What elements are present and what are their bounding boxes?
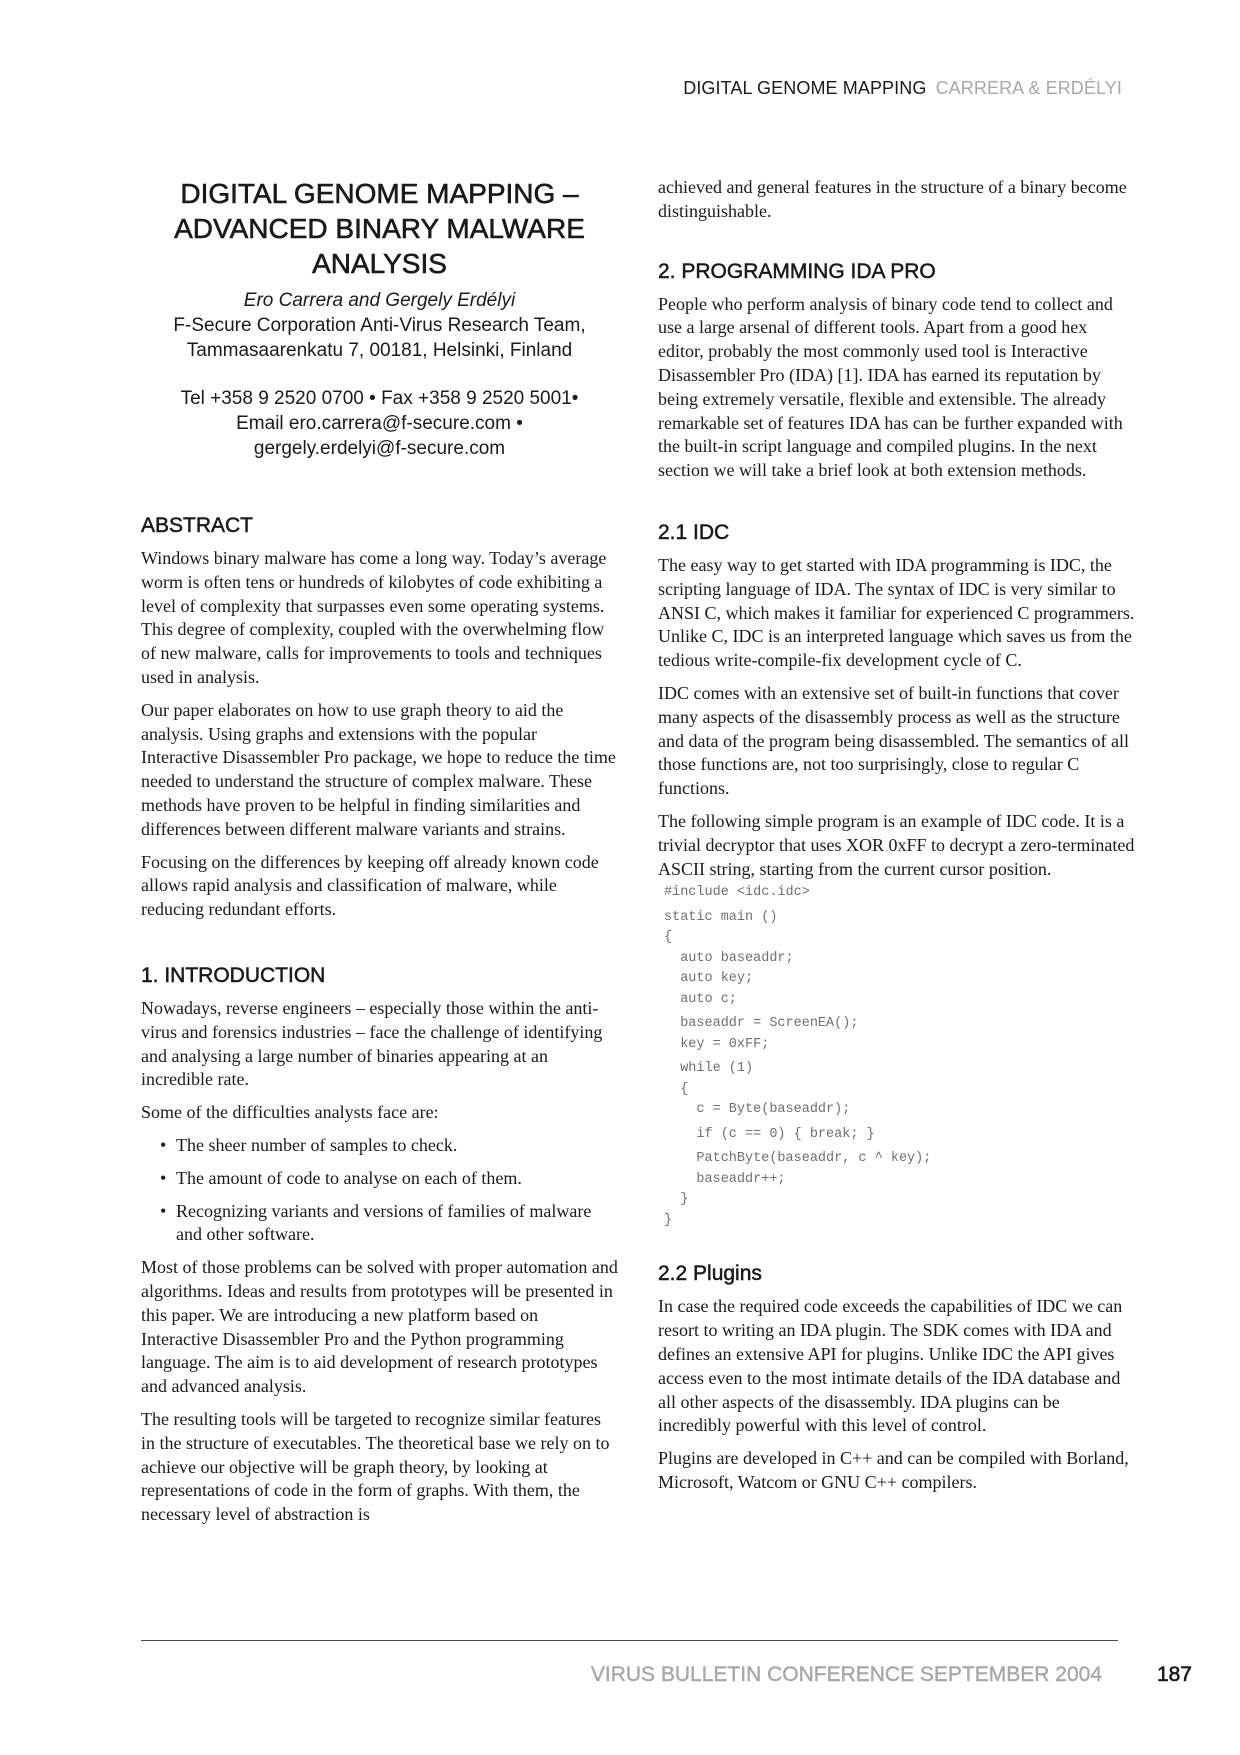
code-line: if (c == 0) { break; } — [664, 1126, 875, 1142]
code-line: baseaddr++; — [664, 1171, 786, 1187]
left-column — [141, 176, 618, 1536]
code-line: auto baseaddr; — [664, 950, 794, 966]
bullet-mark: • — [160, 1167, 167, 1188]
contact-block — [141, 386, 618, 461]
difficulties-list — [141, 1134, 618, 1247]
bullet-mark: • — [160, 1200, 167, 1221]
idc-paragraph: The following simple program is an example of IDC code. It is a trivial decryptor that uses XOR 0xFF to decrypt a zero-terminated ASCII string, starting from the current cursor position. — [658, 810, 1135, 879]
list-item — [141, 1167, 618, 1191]
introduction-paragraph: Some of the difficulties analysts face are: — [141, 1102, 439, 1123]
idc-paragraph: IDC comes with an extensive set of built-in functions that cover many aspects of the disassembly process as well as the structure and data of the program being disassembled. The semantics of all those functions are, not too surprisingly, close to regular C functions. — [658, 682, 1130, 799]
introduction-heading: 1. INTRODUCTION — [141, 963, 326, 987]
abstract-paragraph: Our paper elaborates on how to use graph theory to aid the analysis. Using graphs and extensions with the popular Interactive Disassembler Pro package, we hope to reduce the time needed to understand the structure of complex malware. These methods have proven to be helpful in finding similarities and differences between different malware variants and strains. — [141, 699, 616, 839]
code-line: auto key; — [664, 971, 754, 987]
code-line: } — [664, 1212, 673, 1228]
running-head-title: DIGITAL GENOME MAPPING — [683, 78, 927, 98]
programming-heading: 2. PROGRAMMING IDA PRO — [658, 259, 936, 283]
plugins-paragraph: In case the required code exceeds the capabilities of IDC we can resort to writing an IDA plugin. The SDK comes with IDA and defines an extensive API for plugins. Unlike IDC the API gives access even to the most intimate details of the IDA database and all other aspects of the disassembly. IDA plugins can be incredibly powerful with this level of control. — [658, 1296, 1123, 1436]
contact-line: Tel +358 9 2520 0700 • Fax +358 9 2520 5001• — [180, 388, 579, 409]
paper-title-line: ANALYSIS — [312, 248, 447, 279]
code-line: { — [664, 1081, 689, 1097]
introduction-paragraph: Most of those problems can be solved with proper automation and algorithms. Ideas and results from prototypes will be presented in this paper. We are introducing a new platform based on Interactive Disassembler Pro and the Python programming language. The aim is to aid development of research prototypes and advanced analysis. — [141, 1257, 618, 1397]
plugins-paragraph: Plugins are developed in C++ and can be compiled with Borland, Microsoft, Watcom or GNU C++ compilers. — [658, 1448, 1129, 1492]
code-line: PatchByte(baseaddr, c ^ key); — [664, 1151, 932, 1167]
idc-code-listing — [664, 883, 1135, 1231]
paper-title-line: ADVANCED BINARY MALWARE — [174, 213, 585, 244]
code-line: while (1) — [664, 1061, 754, 1077]
page-number: 187 — [1156, 1663, 1192, 1686]
idc-heading: 2.1 IDC — [658, 520, 730, 544]
running-head — [683, 78, 1122, 99]
code-line: } — [664, 1192, 689, 1208]
footer-rule — [141, 1640, 1118, 1641]
abstract-paragraph: Focusing on the differences by keeping off already known code allows rapid analysis and classification of malware, while reducing redundant efforts. — [141, 851, 599, 920]
footer-conference: VIRUS BULLETIN CONFERENCE SEPTEMBER 2004 — [590, 1663, 1102, 1686]
paper-authors: Ero Carrera and Gergely Erdélyi — [243, 290, 516, 311]
continuation-paragraph: achieved and general features in the structure of a binary become distinguishable. — [658, 177, 1127, 221]
list-item-text: The amount of code to analyse on each of them. — [176, 1167, 522, 1188]
paper-title — [141, 176, 618, 281]
introduction-paragraph: Nowadays, reverse engineers – especially those within the anti-virus and forensics industries – face the challenge of identifying and analysing a large number of binaries appearing at an incredible rate. — [141, 997, 603, 1090]
contact-line: gergely.erdelyi@f-secure.com — [253, 438, 506, 459]
running-head-authors: CARRERA & ERDÉLYI — [935, 78, 1122, 98]
bullet-mark: • — [160, 1134, 167, 1155]
code-line: #include <idc.idc> — [664, 885, 810, 901]
idc-paragraph: The easy way to get started with IDA programming is IDC, the scripting language of IDA. The syntax of IDC is very similar to ANSI C, which makes it familiar for experienced C programmers. Unlike C, IDC is an interpreted language which saves us from the tedious write-compile-fix development cycle of C. — [658, 554, 1135, 671]
contact-line: Email ero.carrera@f-secure.com • — [236, 413, 523, 434]
list-item — [141, 1200, 618, 1248]
affiliation-line: Tammasaarenkatu 7, 00181, Helsinki, Finland — [186, 340, 573, 361]
code-line: c = Byte(baseaddr); — [664, 1102, 851, 1118]
affiliation-line: F-Secure Corporation Anti-Virus Research Team, — [173, 315, 586, 336]
code-line: static main () — [664, 909, 778, 925]
paper-title-line: DIGITAL GENOME MAPPING – — [180, 178, 579, 209]
abstract-paragraph: Windows binary malware has come a long way. Today’s average worm is often tens or hundreds of kilobytes of code exhibiting a level of complexity that surpasses even some operating systems. This degree of complexity, coupled with the overwhelming flow of new malware, calls for improvements to tools and techniques used in analysis. — [141, 548, 607, 687]
list-item — [141, 1134, 618, 1158]
list-item-text: The sheer number of samples to check. — [176, 1134, 458, 1155]
programming-paragraph: People who perform analysis of binary code tend to collect and use a large arsenal of different tools. Apart from a good hex editor, probably the most commonly used tool is Interactive Disassembler Pro (IDA) [1]. IDA has earned its reputation by being extremely versatile, flexible and extensible. The already remarkable set of features IDA has can be further expanded with the built-in script language and compiled plugins. In the next section we will take a brief look at both extension methods. — [658, 293, 1123, 481]
introduction-paragraph: The resulting tools will be targeted to recognize similar features in the structure of executables. The theoretical base we rely on to achieve our objective will be graph theory, by looking at representations of code in the form of graphs. With them, the necessary level of abstraction is — [141, 1408, 610, 1525]
code-line: key = 0xFF; — [664, 1036, 770, 1052]
abstract-heading: ABSTRACT — [141, 514, 254, 537]
list-item-text: Recognizing variants and versions of families of malware and other software. — [176, 1200, 592, 1245]
code-line: baseaddr = ScreenEA(); — [664, 1016, 859, 1032]
code-line: auto c; — [664, 991, 737, 1007]
plugins-heading: 2.2 Plugins — [658, 1262, 762, 1286]
code-line: { — [664, 930, 673, 946]
right-column — [658, 176, 1135, 1504]
